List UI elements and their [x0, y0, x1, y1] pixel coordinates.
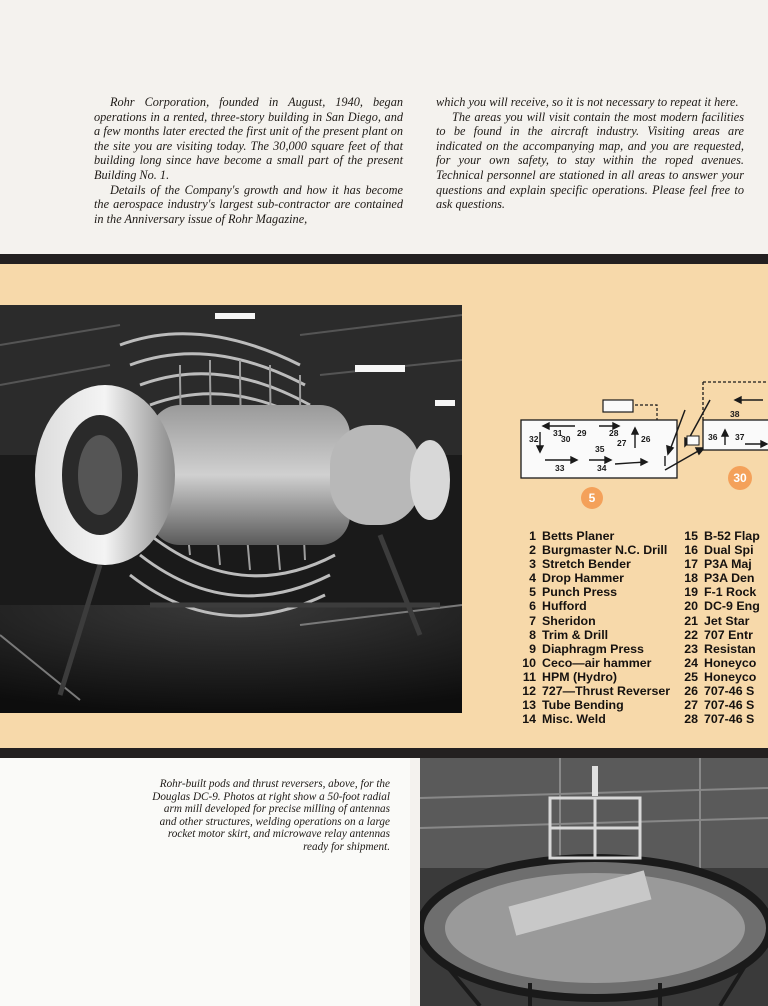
badge-label: 5: [588, 491, 596, 505]
legend-label: Drop Hammer: [542, 571, 624, 586]
legend-number: 21: [684, 613, 698, 628]
legend-row: [676, 529, 768, 543]
legend-number: 15: [684, 529, 698, 543]
legend-number: 2: [529, 543, 536, 558]
legend-row: [676, 585, 768, 599]
legend-number: 23: [684, 641, 698, 656]
legend-row: [676, 543, 768, 557]
legend-number: 20: [684, 599, 698, 614]
legend-number: 4: [529, 571, 536, 586]
legend-label: Honeyco: [704, 669, 757, 684]
legend-label: Resistan: [704, 641, 756, 656]
legend-row: [514, 585, 670, 599]
legend-row: [676, 670, 768, 684]
legend-row: [676, 571, 768, 585]
legend-number: 10: [522, 655, 536, 670]
legend-row: [514, 712, 670, 726]
legend-label: Sheridon: [542, 613, 596, 628]
intro-left-column: [94, 95, 403, 226]
legend-row: [514, 557, 670, 571]
map-number: 29: [577, 428, 587, 438]
map-number: 37: [735, 432, 745, 442]
map-number: 32: [529, 434, 539, 444]
legend-row: [514, 614, 670, 628]
legend-row: [676, 642, 768, 656]
map-number: 38: [730, 409, 740, 419]
legend-label: 707-46 S: [704, 698, 755, 713]
legend-label: Tube Bending: [542, 698, 624, 713]
legend-number: 3: [529, 557, 536, 572]
legend-number: 18: [684, 571, 698, 586]
building-30-badge: [728, 466, 752, 490]
legend-row: [514, 656, 670, 670]
legend-number: 13: [522, 698, 536, 713]
legend-label: B-52 Flap: [704, 529, 760, 543]
map-number: 28: [609, 428, 619, 438]
legend-number: 24: [684, 655, 698, 670]
station-legend-left: [514, 529, 670, 726]
legend-label: Betts Planer: [542, 529, 615, 543]
legend-number: 8: [529, 627, 536, 642]
map-number: 35: [595, 444, 605, 454]
legend-row: [514, 571, 670, 585]
legend-number: 28: [684, 712, 698, 727]
plant-tour-map: [515, 370, 768, 510]
legend-number: 6: [529, 599, 536, 614]
legend-row: [676, 599, 768, 613]
legend-label: Punch Press: [542, 585, 618, 600]
map-number: 30: [561, 434, 571, 444]
legend-number: 7: [529, 613, 536, 628]
map-number: 33: [555, 463, 565, 473]
legend-row: [514, 628, 670, 642]
legend-label: Trim & Drill: [542, 627, 609, 642]
legend-number: 19: [684, 585, 698, 600]
legend-row: [676, 628, 768, 642]
map-number: 34: [597, 463, 607, 473]
legend-number: 17: [684, 557, 698, 572]
intro-paragraph: which you will receive, so it is not necessary to repeat it here.: [436, 95, 739, 109]
legend-label: Ceco—air hammer: [542, 655, 652, 670]
legend-label: P3A Den: [704, 571, 755, 586]
legend-label: Stretch Bender: [542, 557, 631, 572]
legend-number: 16: [684, 543, 698, 558]
building-5-badge: [581, 487, 603, 509]
legend-row: [514, 642, 670, 656]
map-number: 26: [641, 434, 651, 444]
map-number: 31: [553, 428, 563, 438]
intro-paragraph: The areas you will visit contain the most modern facilities to be found in the aircraft industry. Visiting areas are indicated on the accompanying map, and you are requested, for your own safety, to stay within the roped avenues. Technical personnel are stationed in all areas to answer your questions and explain specific operations. Please feel free to ask questions.: [436, 109, 744, 212]
legend-label: 707-46 S: [704, 684, 755, 699]
legend-label: Diaphragm Press: [542, 641, 644, 656]
legend-number: 1: [529, 529, 536, 543]
legend-label: Misc. Weld: [542, 712, 606, 727]
legend-row: [676, 614, 768, 628]
intro-right-column: [436, 95, 744, 212]
legend-row: [514, 543, 670, 557]
building-30: [687, 382, 768, 450]
legend-number: 22: [684, 627, 698, 642]
map-number: 27: [617, 438, 627, 448]
legend-number: 5: [529, 585, 536, 600]
legend-label: DC-9 Eng: [704, 599, 760, 614]
band-bottom-bar: [0, 748, 768, 758]
legend-label: HPM (Hydro): [542, 669, 618, 684]
building-5-annex: [603, 400, 633, 412]
legend-label: F-1 Rock: [704, 585, 757, 600]
legend-row: [676, 656, 768, 670]
photo-caption: Rohr-built pods and thrust reversers, above, for the Douglas DC-9. Photos at right show a 50-foot radial arm mill developed for precise milling of antennas and other structures, welding operations on a large rocket motor skirt, and microwave relay antennas ready for shipment.: [152, 778, 390, 853]
radial-arm-mill-photo: [420, 758, 768, 1006]
legend-label: 707-46 S: [704, 712, 755, 727]
legend-label: Jet Star: [704, 613, 750, 628]
legend-row: [676, 684, 768, 698]
badge-label: 30: [733, 471, 747, 485]
map-number: 36: [708, 432, 718, 442]
legend-row: [514, 670, 670, 684]
intro-paragraph: Rohr Corporation, founded in August, 1940, began operations in a rented, three-story building in San Diego, and a few months later erected the first unit of the present plant on the site you are visiting today. The 30,000 square feet of that building long since have become a small part of the present Building No. 1.: [94, 95, 403, 182]
station-legend-right: [676, 529, 768, 726]
legend-label: 727—Thrust Reverser: [542, 684, 671, 699]
legend-label: Hufford: [542, 599, 587, 614]
mill-illustration: [420, 758, 768, 1006]
legend-label: Honeyco: [704, 655, 757, 670]
legend-label: Burgmaster N.C. Drill: [542, 543, 668, 558]
legend-number: 25: [684, 669, 698, 684]
legend-row: [514, 599, 670, 613]
legend-label: 707 Entr: [704, 627, 753, 642]
legend-row: [676, 698, 768, 712]
legend-number: 14: [522, 712, 536, 727]
engine-pod-photo: [0, 305, 462, 713]
legend-label: P3A Maj: [704, 557, 752, 572]
legend-number: 27: [684, 698, 698, 713]
legend-number: 9: [529, 641, 536, 656]
legend-row: [514, 684, 670, 698]
engine-illustration: [0, 305, 462, 713]
legend-number: 11: [522, 669, 536, 684]
legend-number: 26: [684, 684, 698, 699]
legend-number: 12: [522, 684, 536, 699]
legend-label: Dual Spi: [704, 543, 754, 558]
intro-paragraph: Details of the Company's growth and how it has become the aerospace industry's largest sub-contractor are contained in the Anniversary issue of Rohr Magazine,: [94, 182, 403, 226]
building-5: [521, 400, 677, 478]
legend-row: [676, 557, 768, 571]
band-top-bar: [0, 254, 768, 264]
legend-row: [514, 529, 670, 543]
legend-row: [676, 712, 768, 726]
legend-row: [514, 698, 670, 712]
